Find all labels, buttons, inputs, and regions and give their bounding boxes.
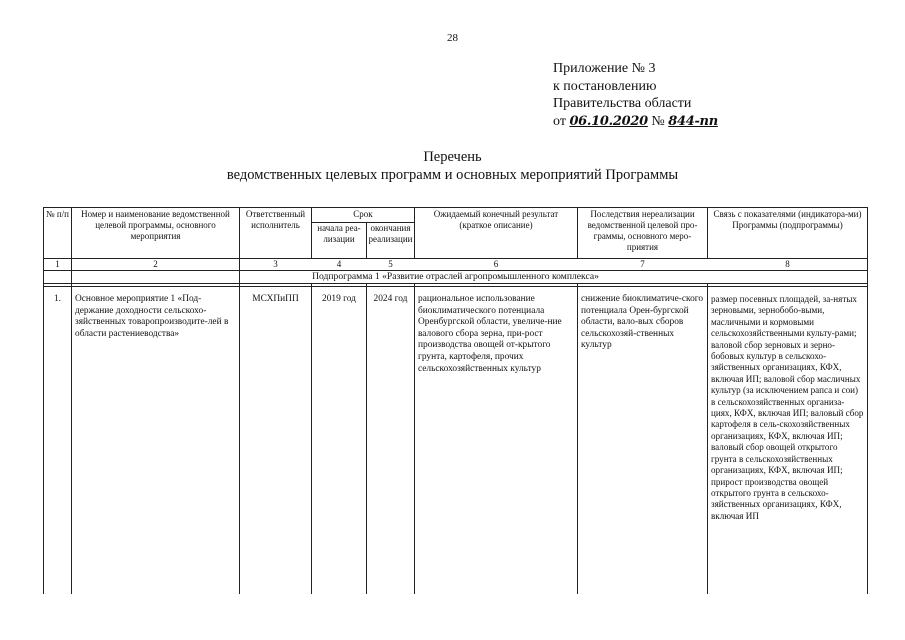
row-end: 2024 год bbox=[373, 294, 408, 304]
handwritten-date: 06.10.2020 bbox=[569, 113, 648, 129]
document-subtitle: ведомственных целевых программ и основных мероприятий Программы bbox=[226, 167, 679, 183]
appendix-line3: Правительства области bbox=[553, 96, 692, 111]
col-number: 7 bbox=[640, 259, 645, 269]
row-link: размер посевных площадей, за-нятых зерновыми, зернобобо-выми, масличными и кормовыми сельскохозяйственными культу-рами; валовой сбор зерновых и зерно-бобовых культур в сельскохо-зяйственных организациях, КФХ, включая ИП; валовой сбор масличных культур (за исключением рапса и сои) в сельскохозяйственных организа-циях, КФХ, включая ИП; валовый сбор картофеля в сель-скохозяйственных организациях, КФХ, включая ИП; валовый сбор овощей открытого грунта в сельскохозяйственных организациях, КФХ, включая ИП; прирост производства овощей открытого грунта в сельскохо-зяйственных организациях, КФХ, включая ИП bbox=[711, 294, 864, 521]
row-name: Основное мероприятие 1 «Под-держание доходности сельскохо-зяйственных товаропроизводите-лей в области растениеводства» bbox=[75, 294, 229, 339]
grid-line bbox=[44, 286, 867, 287]
header-end: окончания реализации bbox=[368, 223, 413, 244]
col-number: 6 bbox=[493, 259, 499, 269]
header-link: Связь с показателями (индикатора-ми) Программы (подпрограммы) bbox=[713, 209, 862, 230]
number-prefix: № bbox=[651, 113, 665, 129]
document-title: Перечень bbox=[423, 149, 482, 165]
grid-line bbox=[366, 283, 367, 594]
grid-line bbox=[44, 283, 867, 284]
col-number: 4 bbox=[336, 259, 342, 269]
appendix-date-line bbox=[553, 113, 718, 131]
col-number: 2 bbox=[153, 259, 158, 269]
appendix-line2: к постановлению bbox=[553, 78, 657, 94]
programs-table bbox=[43, 207, 868, 594]
appendix-block bbox=[553, 60, 718, 130]
header-executor: Ответственный исполнитель bbox=[245, 209, 306, 230]
header-result: Ожидаемый конечный результат (краткое описание) bbox=[433, 209, 559, 230]
row-num: 1. bbox=[53, 294, 62, 304]
row-result: рациональное использование биоклиматического потенциала Оренбургской области, увеличе-ние валового сбора зерна, при-рост производства овощей от-крытого грунта, картофеля, прочих сельскохозяйственных культур bbox=[418, 294, 562, 374]
handwritten-number: 844-пп bbox=[668, 113, 718, 129]
row-start: 2019 год bbox=[322, 294, 356, 304]
header-start: начала реа-лизации bbox=[317, 223, 361, 244]
date-prefix: от bbox=[553, 113, 566, 129]
row-consequences: снижение биоклиматиче-ского потенциала Орен-бургской области, вало-вых сборов сельскохозяй-ственных культур bbox=[581, 294, 704, 351]
subprogram-row: Подпрограмма 1 «Развитие отраслей агропромышленного комплекса» bbox=[312, 271, 599, 282]
appendix-line1: Приложение № 3 bbox=[553, 61, 656, 76]
header-consequences: Последствия нереализации ведомственной целевой про-граммы, основного меро-приятия bbox=[587, 209, 698, 252]
header-term: Срок bbox=[353, 209, 373, 219]
col-number: 5 bbox=[388, 259, 393, 269]
header-num: № п/п bbox=[46, 209, 69, 219]
col-number: 8 bbox=[785, 259, 790, 269]
col-number: 1 bbox=[55, 259, 60, 269]
header-name: Номер и наименование ведомственной целевой программы, основного мероприятия bbox=[81, 209, 230, 241]
row-executor: МСХПиПП bbox=[252, 294, 299, 304]
grid-line bbox=[311, 283, 312, 594]
page-number: 28 bbox=[447, 32, 458, 44]
col-number: 3 bbox=[273, 259, 278, 269]
